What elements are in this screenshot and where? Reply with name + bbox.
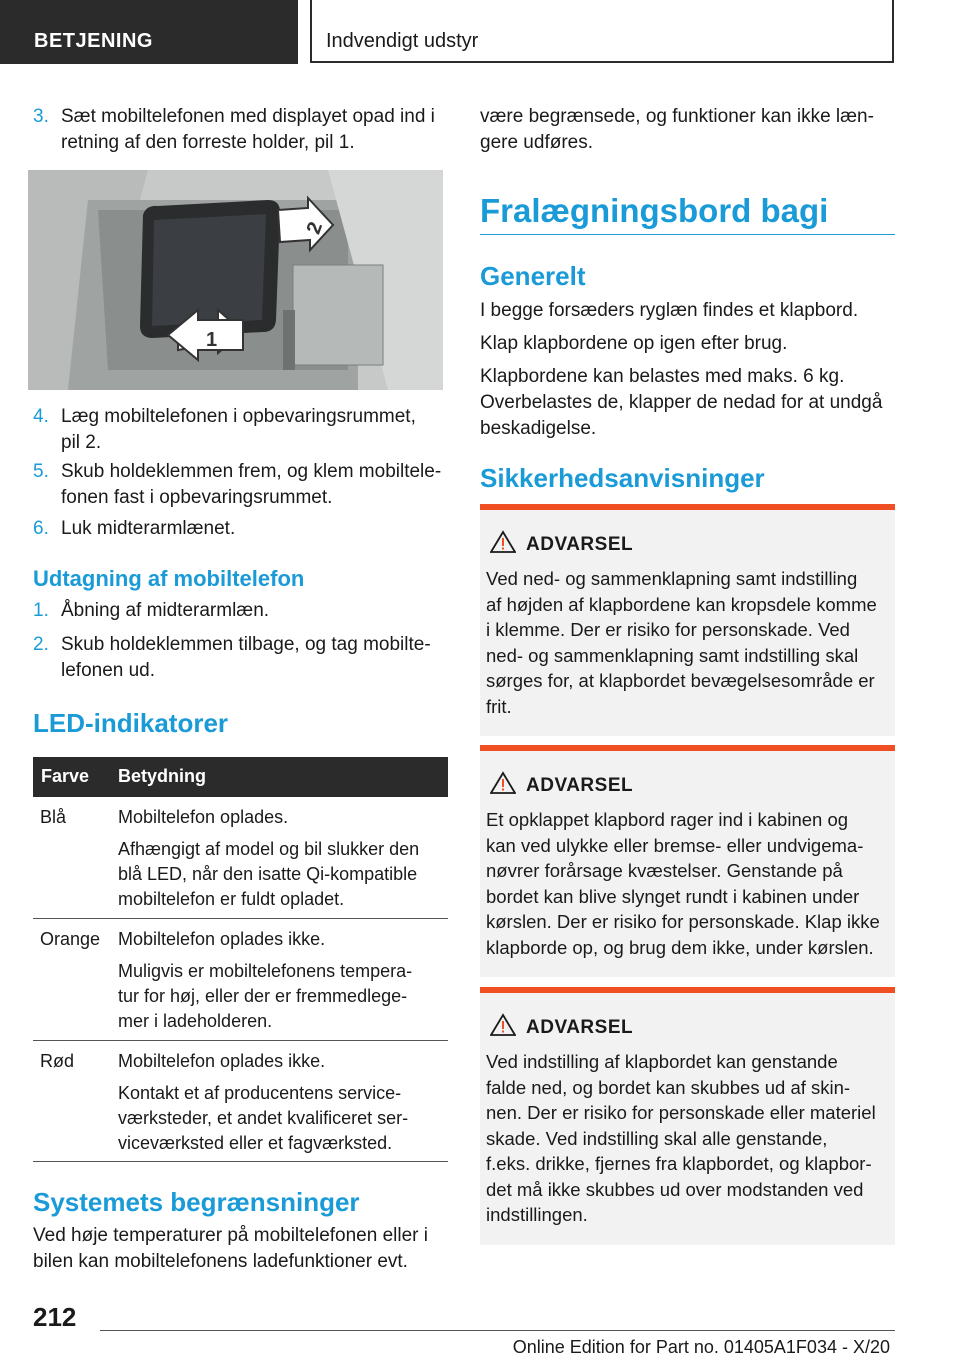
continued-paragraph	[480, 104, 895, 156]
warning-body	[486, 807, 892, 960]
page-number: 212	[33, 1302, 77, 1332]
step-text-line: lefonen ud.	[61, 660, 156, 681]
table-row-divider	[33, 1161, 448, 1162]
warning-triangle-icon	[490, 771, 516, 795]
limits-heading: Systemets begrænsninger	[33, 1187, 360, 1217]
step-text-line: retning af den forreste holder, pil 1.	[61, 132, 355, 153]
limits-paragraph	[33, 1223, 453, 1275]
step-number: 4.	[33, 406, 49, 427]
phone-holder-drawing	[28, 170, 443, 390]
warning-title: ADVARSEL	[526, 1017, 634, 1038]
warning-line: ned- og sammenklapning samt indstilling skal	[486, 644, 859, 666]
step-text-line: Skub holdeklemmen tilbage, og tag mobilte-	[61, 634, 431, 655]
meaning-detail-line: tur for høj, eller der er fremmedlege-	[118, 986, 408, 1006]
warning-line: skade. Ved indstilling skal alle genstande,	[486, 1127, 828, 1149]
meaning-detail-line: blå LED, når den isatte Qi-kompatible	[118, 864, 418, 884]
warning-line: Et opklappet klapbord rager ind i kabinen og	[486, 809, 849, 830]
warning-line: indstillingen.	[486, 1204, 588, 1225]
general-paragraph-1: I begge forsæders ryglæn findes et klapbord.	[480, 300, 859, 321]
meaning-detail-line: Muligvis er mobiltelefonens tempera-	[118, 961, 413, 981]
step-text-line: Læg mobiltelefonen i opbevaringsrummet,	[61, 406, 416, 427]
header-section-tab	[0, 0, 298, 64]
led-meaning-cell	[118, 1049, 448, 1156]
removal-heading: Udtagning af mobiltelefon	[33, 566, 305, 591]
warning-body	[486, 566, 892, 719]
paragraph-line: Overbelastes de, klapper de nedad for at undgå	[480, 392, 883, 413]
meaning-detail-line: Afhængigt af model og bil slukker den	[118, 839, 420, 859]
meaning-main: Mobiltelefon oplades ikke.	[118, 1051, 326, 1071]
meaning-main: Mobiltelefon oplades.	[118, 807, 289, 827]
section-heading-rule	[480, 192, 895, 235]
warning-box	[480, 987, 895, 1245]
warning-line: Ved ned- og sammenklapning samt indstilling	[486, 568, 858, 589]
safety-heading: Sikkerhedsanvisninger	[480, 463, 765, 493]
step-text-line: pil 2.	[61, 432, 102, 453]
general-paragraph-2: Klap klapbordene op igen efter brug.	[480, 333, 788, 354]
led-table-header	[33, 757, 448, 797]
warning-line: Ved indstilling af klapbordet kan genstande	[486, 1051, 838, 1072]
step-number: 2.	[33, 634, 49, 655]
step-number: 3.	[33, 106, 49, 127]
step-number: 1.	[33, 600, 49, 621]
paragraph-line: bilen kan mobiltelefonens ladefunktioner evt.	[33, 1251, 408, 1272]
arrow-2-label: 2	[302, 219, 328, 238]
meaning-detail-line: mobiltelefon er fuldt opladet.	[118, 889, 345, 909]
led-color-cell: Blå	[40, 807, 67, 827]
warning-line: sørges for, at klapbordet bevægelsesområde er	[486, 670, 875, 691]
warning-title: ADVARSEL	[526, 775, 634, 796]
warning-line: af højden af klapbordene kan kropsdele komme	[486, 593, 877, 615]
col-header-color: Farve	[41, 766, 90, 786]
led-color-cell: Orange	[40, 929, 101, 949]
step-text-line: Sæt mobiltelefonen med displayet opad ind i	[61, 106, 435, 127]
general-paragraph-3	[480, 364, 895, 442]
warning-line: falde ned, og bordet kan skubbes ud af skin-	[486, 1076, 851, 1098]
warning-line: i klemme. Der er risiko for personskade. Ved	[486, 619, 850, 640]
meaning-detail-line: viceværksted eller et fagværksted.	[118, 1133, 393, 1153]
meaning-main: Mobiltelefon oplades ikke.	[118, 929, 326, 949]
warning-line: kan ved ulykke eller bremse- eller undvigema-	[486, 834, 864, 856]
paragraph-line: Klapbordene kan belastes med maks. 6 kg.	[480, 366, 845, 387]
warning-line: kørslen. Der er risiko for personskade. Klap ikke	[486, 911, 880, 932]
step-text-line: Luk midterarmlænet.	[61, 518, 236, 539]
warning-line: nøvrer forårsage kvæstelser. Genstande på	[486, 860, 843, 881]
phone-holder-illustration	[28, 170, 443, 390]
footer-divider	[100, 1330, 895, 1331]
step-text-line: Åbning af midterarmlæn.	[61, 600, 270, 621]
step-text-line: Skub holdeklemmen frem, og klem mobiltele-	[61, 461, 442, 482]
step-number: 6.	[33, 518, 49, 539]
led-meaning-cell	[118, 805, 448, 912]
paragraph-line: Ved høje temperaturer på mobiltelefonen eller i	[33, 1225, 429, 1246]
warning-line: frit.	[486, 695, 512, 717]
paragraph-line: være begrænsede, og funktioner kan ikke læn-	[480, 106, 874, 127]
warning-line: f.eks. drikke, fjernes fra klapbordet, og klapbor-	[486, 1153, 872, 1174]
warning-box	[480, 745, 895, 977]
general-heading: Generelt	[480, 261, 586, 291]
warning-title: ADVARSEL	[526, 534, 634, 555]
table-row-divider	[33, 918, 448, 919]
section-heading: Fralægningsbord bagi	[480, 192, 829, 229]
paragraph-line: gere udføres.	[480, 132, 593, 153]
meaning-detail-line: værksteder, et andet kvalificeret ser-	[118, 1108, 409, 1128]
warning-line: det må ikke skubbes ud over modstanden ved	[486, 1178, 864, 1200]
step-number: 5.	[33, 461, 49, 482]
warning-line: bordet kan blive slynget rundt i kabinen under	[486, 885, 860, 907]
meaning-detail-line: Kontakt et af producentens service-	[118, 1083, 402, 1103]
header-section-label: BETJENING	[34, 30, 153, 52]
paragraph-line: beskadigelse.	[480, 418, 597, 439]
table-row-divider	[33, 1040, 448, 1041]
header-chapter-tab	[310, 0, 894, 63]
step-text-line: fonen fast i opbevaringsrummet.	[61, 487, 333, 508]
led-color-cell: Rød	[40, 1051, 75, 1071]
led-heading: LED-indikatorer	[33, 708, 229, 738]
warning-body	[486, 1049, 892, 1228]
warning-line: nen. Der er risiko for personskade eller materiel	[486, 1102, 876, 1123]
warning-box	[480, 504, 895, 736]
warning-line: klapborde op, og brug dem ikke, under kørslen.	[486, 936, 874, 958]
led-meaning-cell	[118, 927, 448, 1034]
col-header-meaning: Betydning	[118, 766, 206, 786]
meaning-detail-line: mer i ladeholderen.	[118, 1011, 273, 1031]
warning-triangle-icon	[490, 1013, 516, 1037]
warning-triangle-icon	[490, 530, 516, 554]
footer-edition: Online Edition for Part no. 01405A1F034 - X/20	[512, 1337, 890, 1357]
header-chapter-label: Indvendigt udstyr	[326, 30, 479, 52]
arrow-1-label: 1	[206, 329, 218, 351]
